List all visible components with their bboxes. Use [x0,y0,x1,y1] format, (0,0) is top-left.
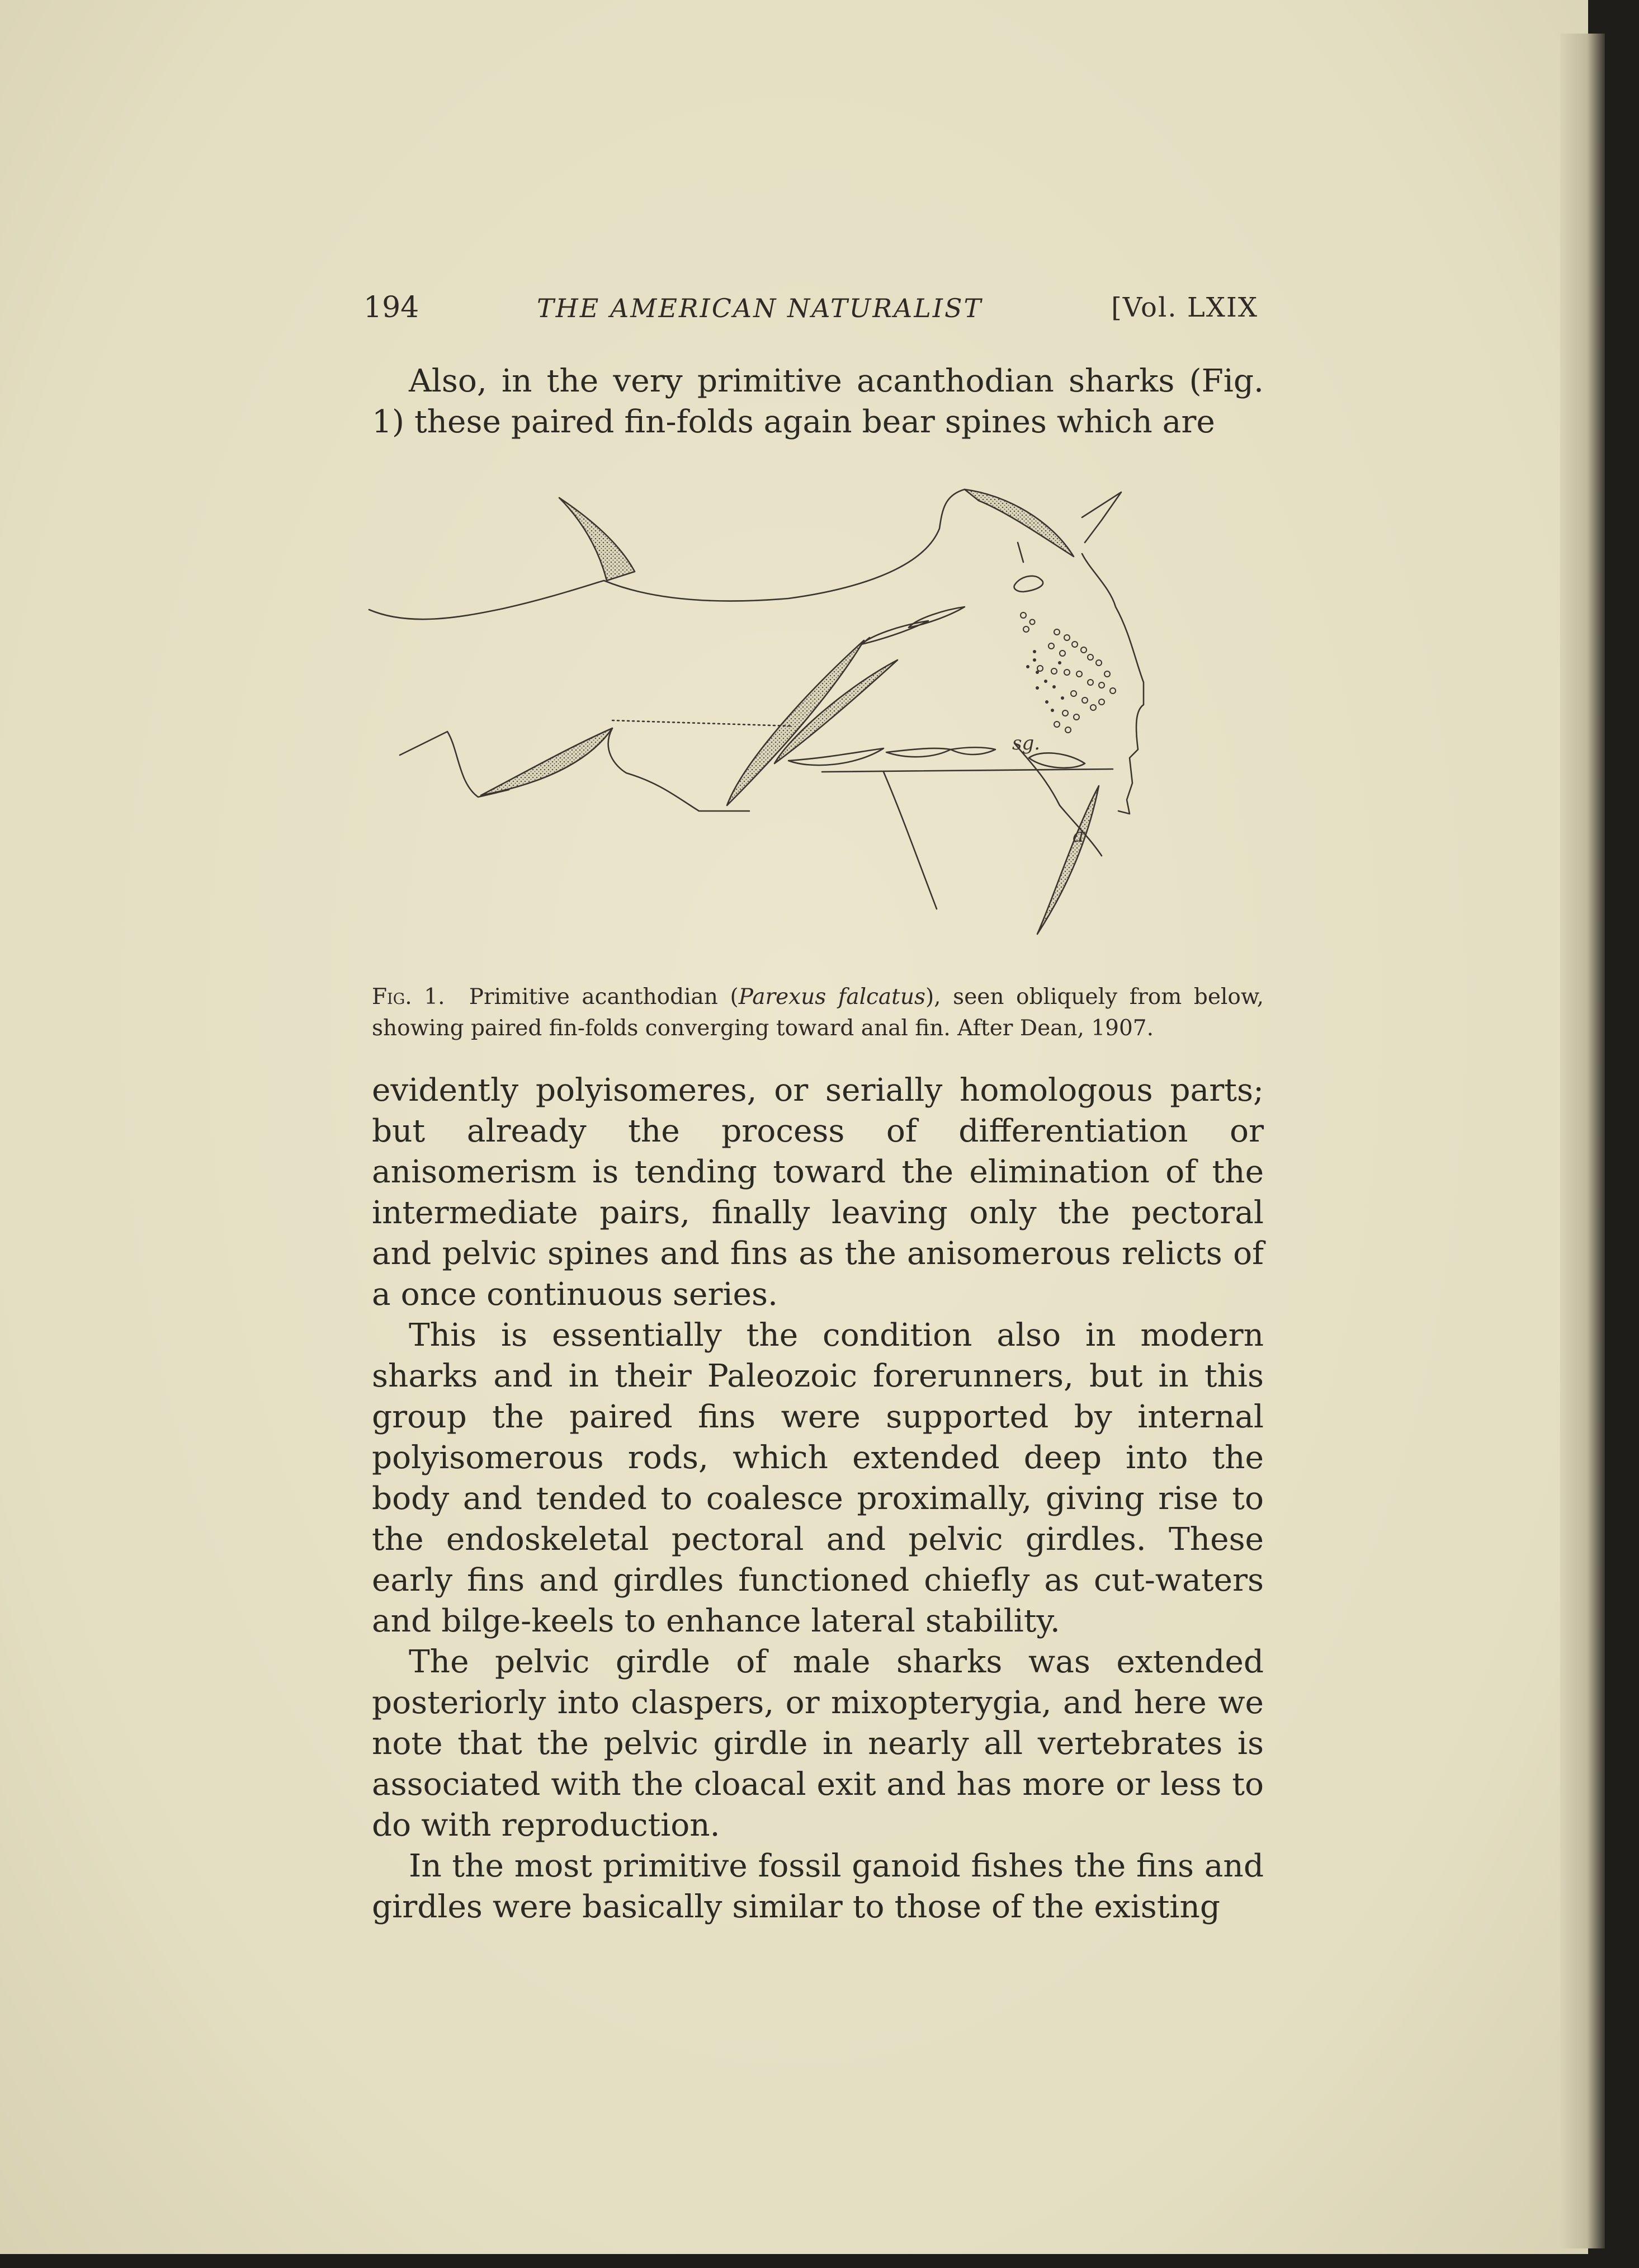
ventral-body-outline [608,728,749,811]
journal-title: THE AMERICAN NATURALIST [537,293,983,323]
main-body-text [372,1070,1264,1927]
body-line-lower [884,772,937,909]
paragraph-4: In the most primitive fossil ganoid fishes the fins and girdles were basically similar to those of the existing [372,1848,1264,1925]
head-outline [1082,554,1144,814]
intro-paragraph [372,361,1264,442]
dorsal-fin-spine [559,498,635,581]
caption-text-after: ), seen obliquely from below, showing paired fin-folds converging toward anal fin. After Dean, 1907. [372,984,1264,1041]
running-header [363,291,1258,336]
ventral-outline-left [400,732,509,797]
label-a: a [1073,824,1084,847]
label-sg: sg. [1012,732,1041,755]
pectoral-fin-1 [909,607,965,628]
fin-line-right [1082,492,1121,543]
intro-text: Also, in the very primitive acanthodian sharks (Fig. 1) these paired fin-folds again bear spines which are [372,363,1264,440]
pelvic-ring [1029,753,1085,768]
volume-label: [Vol. LXIX [1111,292,1258,323]
pectoral-fin-2 [861,621,928,644]
pectoral-spine-large [1037,786,1099,934]
eye-outline [1014,576,1043,592]
caption-fig-label: Fig. 1. [372,984,445,1010]
caption-species: Parexus falcatus [738,984,925,1010]
paragraph-1: evidently polyisomeres, or serially homologous parts; but already the process of differentiation or anisomerism is tending toward the elimination of the intermediate pairs, finally leaving only the pectoral and pelvic spines and fins as the anisomerous relicts of a once continuous series. [372,1072,1264,1313]
gill-spine [1018,543,1023,562]
paragraph-3: The pelvic girdle of male sharks was extended posteriorly into claspers, or mixopterygia, and here we note that the pelvic girdle in nearly all vertebrates is associated with the cloacal exit and has more or less to do with reproduction. [372,1644,1264,1843]
acanthodian-figure [363,447,1269,979]
page-number: 194 [363,291,419,324]
dorsal-body-outline [369,489,965,619]
paired-fin-spine-long [727,640,864,805]
figure-caption [372,982,1264,1044]
page-edge [1560,34,1605,2248]
ventral-dotted-line [612,720,791,726]
anal-fin-spine-left [481,728,612,795]
caption-text-before: Primitive acanthodian ( [469,984,739,1010]
intermediate-spines [788,747,995,765]
body-midline [822,769,1113,772]
paragraph-2: This is essentially the condition also in modern sharks and in their Paleozoic forerunners, but in this group the paired fins were supported by internal polyisomerous rods, which extended deep into the body and tended to coalesce proximally, giving rise to the endoskeletal pectoral and pelvic girdles. These early fins and girdles functioned chiefly as cut-waters and bilge-keels to enhance lateral stability. [372,1317,1264,1639]
scale-circles [1021,612,1116,733]
scale-dots [1026,650,1064,712]
